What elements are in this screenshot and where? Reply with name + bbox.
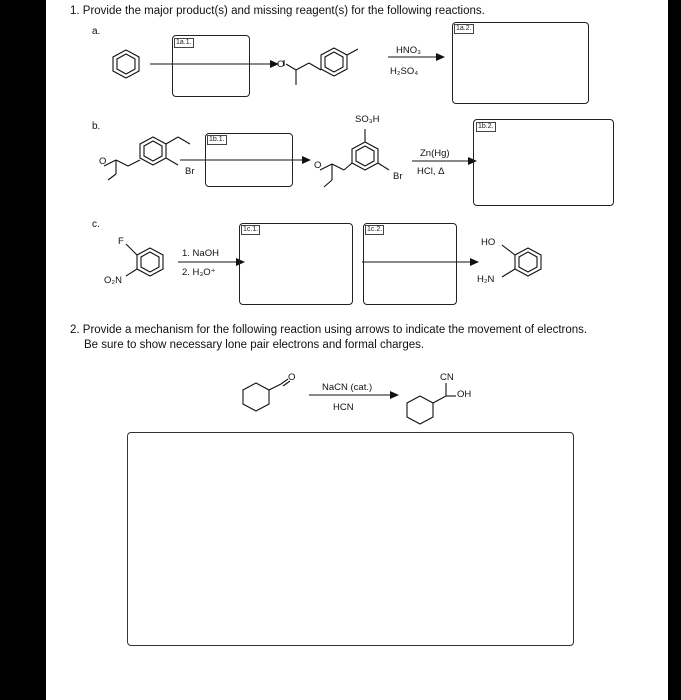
reagent-hcn: HCN [333,402,354,413]
atom-label-o-b1: O [99,156,107,167]
part-a-label: a. [92,26,101,37]
atom-label-o-a: O [277,59,285,70]
fluoronitrobenzene-structure [126,244,163,276]
cyclohexanecarbaldehyde-structure [243,379,290,411]
reagent-h3o: 2. H₃O⁺ [182,267,216,278]
box-label-1b1: 1b.1. [209,136,225,143]
reagent-hno3: HNO₃ [396,45,421,56]
box-label-1a2: 1a.2. [456,25,472,32]
atom-label-o-b2: O [314,160,322,171]
question-2-line-1: 2. Provide a mechanism for the following reaction using arrows to indicate the movement of electrons. [70,324,588,336]
box-label-1c2: 1c.2. [367,226,383,233]
box-label-1b2: 1b.2. [478,123,494,130]
answer-box-1b2[interactable] [473,119,614,206]
question-2-line-2: Be sure to show necessary lone pair electrons and formal charges. [84,339,425,351]
question-1-text: 1. Provide the major product(s) and missing reagent(s) for the following reactions. [70,5,485,17]
atom-label-cn: CN [440,372,454,383]
aminophenol-structure [502,245,541,277]
reagent-znhg: Zn(Hg) [420,148,450,159]
cyanohydrin-structure [407,383,456,424]
atom-label-h2n: H₂N [477,274,495,285]
sulfonic-acid-ketone-structure [320,129,389,187]
atom-label-f: F [118,236,124,247]
atom-label-o2n: O₂N [104,275,122,286]
part-c-label: c. [92,219,100,230]
box-label-1a1: 1a.1. [176,39,192,46]
question-2-text [70,323,587,353]
atom-label-br-b2: Br [393,171,403,182]
benzene-structure [113,50,139,78]
answer-box-1a2[interactable] [452,22,589,104]
reagent-nacn: NaCN (cat.) [322,382,373,393]
atom-label-ho: HO [481,237,496,248]
answer-box-1c2[interactable] [363,223,457,305]
mechanism-answer-box[interactable] [127,432,574,646]
reagent-hcl-heat: HCl, Δ [417,166,445,177]
answer-box-1c1[interactable] [239,223,353,305]
atom-label-br-b1: Br [185,166,195,177]
atom-label-so3h: SO₃H [355,114,380,125]
bromo-aryl-ketone-structure [104,137,190,180]
box-label-1c1: 1c.1. [243,226,259,233]
part-b-label: b. [92,121,101,132]
atom-label-o-mech: O [288,372,296,383]
atom-label-oh: OH [457,389,472,400]
reagent-h2so4: H₂SO₄ [390,66,419,77]
reagent-naoh: 1. NaOH [182,248,219,259]
ketone-aryl-structure [284,48,358,85]
